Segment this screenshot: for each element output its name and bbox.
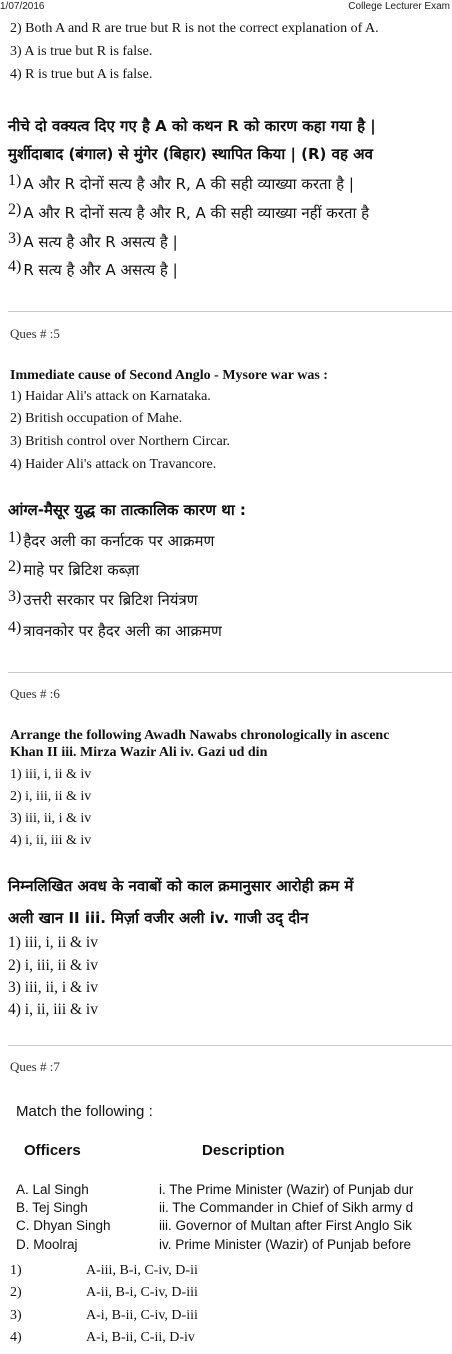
description: iii. Governor of Multan after First Anglo Sik	[159, 1218, 412, 1233]
q5-option-hi-3: 3) उत्तरी सरकार पर ब्रिटिश नियंत्रण	[8, 588, 198, 609]
page-header	[0, 0, 452, 14]
q4-question-hi-line1: नीचे दो वक्यत्व दिए गए है A को कथन R को कारण कहा गया है |	[8, 117, 376, 135]
q6-option-hi-2: 2) i, iii, ii & iv	[8, 957, 98, 974]
divider	[8, 672, 452, 673]
q5-question-hi: आंग्ल-मैसूर युद्ध का तात्कालिक कारण था :	[8, 501, 246, 519]
officer: C. Dhyan Singh	[16, 1218, 111, 1233]
q7-match-row	[16, 1218, 452, 1236]
q7-answer-option: 4) A-i, B-ii, C-ii, D-iv	[10, 1330, 195, 1345]
q7-number: Ques # :7	[10, 1059, 60, 1074]
q6-option-en-1: 1) iii, i, ii & iv	[10, 767, 92, 782]
q6-question-en-line2: Khan II iii. Mirza Wazir Ali iv. Gazi ud din	[10, 745, 268, 760]
q6-option-en-2: 2) i, iii, ii & iv	[10, 789, 92, 804]
q5-option-en-3: 3) British control over Northern Circar.	[10, 434, 231, 449]
divider	[8, 311, 452, 312]
q6-option-en-4: 4) i, ii, iii & iv	[10, 833, 92, 848]
q4-option-en-2: 2) Both A and R are true but R is not the correct explanation of A.	[10, 21, 379, 36]
q7-col-officers: Officers	[24, 1142, 81, 1159]
officer: D. Moolraj	[16, 1237, 78, 1252]
q6-question-hi-line2: अली खान II iii. मिर्ज़ा वजीर अली iv. गाजी उद् दीन	[8, 909, 309, 927]
print-date: 1/07/2016	[0, 1, 45, 12]
q4-question-hi-line2: मुर्शीदाबाद (बंगाल) से मुंगेर (बिहार) स्थापित किया | (R) वह अव	[8, 145, 373, 163]
q5-option-hi-2: 2) माहे पर ब्रिटिश कब्ज़ा	[8, 558, 140, 579]
divider	[8, 1045, 452, 1046]
description: iv. Prime Minister (Wazir) of Punjab before	[159, 1237, 412, 1252]
q7-answer-option: 3) A-i, B-ii, C-iv, D-iii	[10, 1308, 198, 1323]
q7-answer-option: 1) A-iii, B-i, C-iv, D-ii	[10, 1263, 198, 1278]
q6-option-en-3: 3) iii, ii, i & iv	[10, 811, 92, 826]
q4-option-hi-3: 3) A सत्य है और R असत्य है |	[8, 230, 178, 251]
q5-option-hi-4: 4) त्रावनकोर पर हैदर अली का आक्रमण	[8, 619, 222, 640]
q7-match-row	[16, 1237, 452, 1255]
exam-title: College Lecturer Exam	[348, 1, 450, 12]
q6-option-hi-4: 4) i, ii, iii & iv	[8, 1001, 98, 1018]
q5-option-en-1: 1) Haidar Ali's attack on Karnataka.	[10, 389, 211, 404]
q6-option-hi-3: 3) iii, ii, i & iv	[8, 979, 98, 996]
q4-option-hi-2: 2) A और R दोनों सत्य है और R, A की सही व्याख्या नहीं करता है	[8, 201, 370, 222]
q6-question-en-line1: Arrange the following Awadh Nawabs chronologically in ascenc	[10, 728, 390, 743]
q4-option-hi-4: 4) R सत्य है और A असत्य है |	[8, 258, 178, 279]
q7-match-row	[16, 1182, 452, 1200]
description: i. The Prime Minister (Wazir) of Punjab dur	[159, 1182, 414, 1197]
q5-number: Ques # :5	[10, 326, 60, 341]
q4-option-hi-1: 1) A और R दोनों सत्य है और R, A की सही व्याख्या करता है |	[8, 172, 354, 193]
q7-col-description: Description	[202, 1142, 285, 1159]
q4-option-en-3: 3) A is true but R is false.	[10, 44, 153, 59]
description: ii. The Commander in Chief of Sikh army d	[159, 1200, 414, 1215]
q6-option-hi-1: 1) iii, i, ii & iv	[8, 934, 98, 951]
q5-option-en-2: 2) British occupation of Mahe.	[10, 411, 183, 426]
q6-number: Ques # :6	[10, 686, 60, 701]
q5-option-hi-1: 1) हैदर अली का कर्नाटक पर आक्रमण	[8, 529, 215, 550]
q6-question-hi-line1: निम्नलिखित अवध के नवाबों को काल क्रमानुसार आरोही क्रम में	[8, 877, 354, 895]
q7-match-row	[16, 1200, 452, 1218]
q7-title: Match the following :	[16, 1103, 153, 1120]
officer: B. Tej Singh	[16, 1200, 88, 1215]
q7-answer-option: 2) A-ii, B-i, C-iv, D-iii	[10, 1285, 198, 1300]
q4-option-en-4: 4) R is true but A is false.	[10, 67, 153, 82]
officer: A. Lal Singh	[16, 1182, 89, 1197]
q5-option-en-4: 4) Haider Ali's attack on Travancore.	[10, 457, 217, 472]
q5-question-en: Immediate cause of Second Anglo - Mysore war was :	[10, 368, 328, 383]
